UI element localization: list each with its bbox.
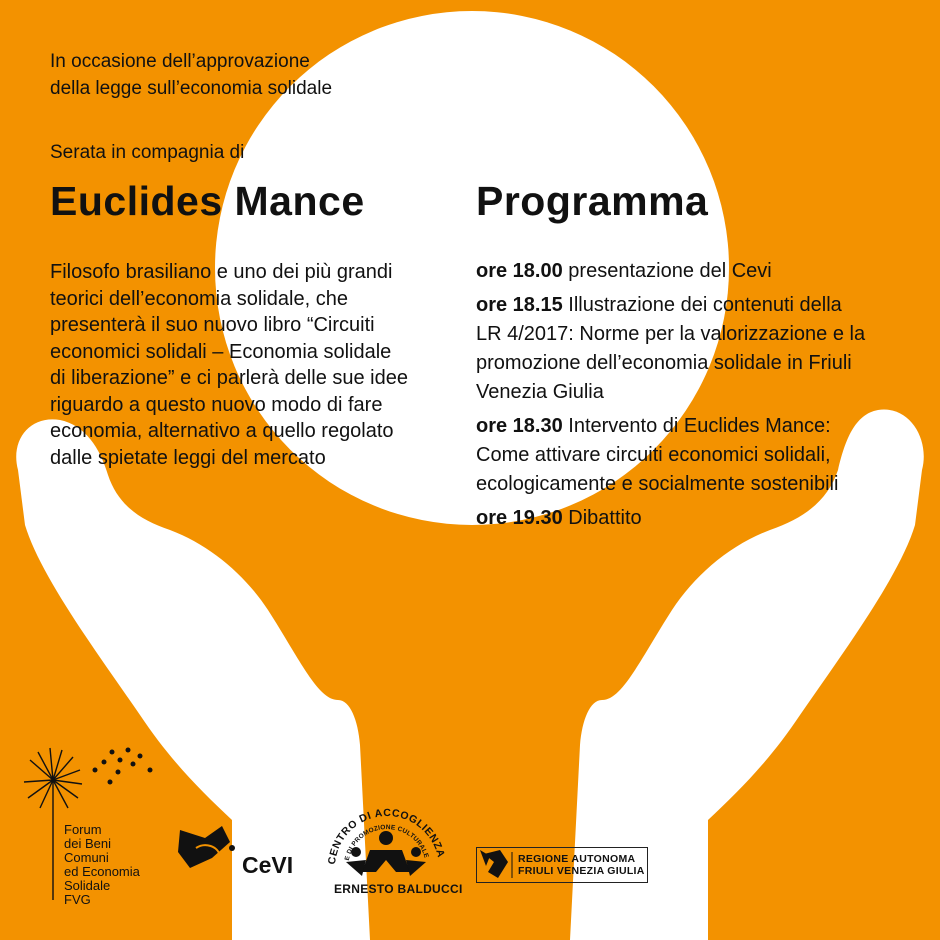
schedule-line: promozione dell’economia solidale in Friuli [476, 352, 852, 374]
seed-dots-icon [93, 748, 153, 785]
schedule-time: ore 19.30 [476, 507, 563, 529]
cevi-logo-text: CeVI [242, 852, 294, 878]
bio-line: presenterà il suo nuovo libro “Circuiti [50, 314, 375, 336]
schedule-line: LR 4/2017: Norme per la valorizzazione e la [476, 323, 866, 345]
forum-logo-line: dei Beni [64, 836, 111, 851]
schedule-line [476, 291, 916, 320]
intro-line-1: In occasione dell’approvazione [50, 51, 310, 72]
schedule-item [476, 412, 916, 499]
bio-line: economici solidali – Economia solidale [50, 340, 392, 363]
region-line-1: REGIONE AUTONOMA [518, 853, 636, 865]
intro-line-2: della legge sull’economia solidale [50, 78, 333, 99]
bio-line: di liberazione” e ci parlerà delle sue idee [50, 367, 408, 389]
schedule-description: Illustrazione dei contenuti della [562, 294, 842, 316]
bio-line: teorici dell’economia solidale, che [50, 287, 348, 310]
balducci-logo-name: ERNESTO BALDUCCI [334, 882, 463, 896]
bio-line: economia, alternativo a quello regolato [50, 420, 394, 442]
forum-logo-line: ed Economia [64, 864, 140, 879]
schedule-line: Come attivare circuiti economici solidali, [476, 444, 831, 466]
schedule-line: Venezia Giulia [476, 381, 604, 403]
balducci-arc-title: CENTRO DI ACCOGLIENZA [326, 806, 447, 866]
forum-logo-line: FVG [64, 892, 91, 907]
forum-logo-text [64, 823, 140, 907]
schedule-description: Intervento di Euclides Mance: [562, 415, 831, 437]
evening-label: Serata in compagnia di [50, 142, 245, 163]
schedule-time: ore 18.15 [476, 294, 563, 316]
schedule-time: ore 18.30 [476, 415, 563, 437]
programme-title: Programma [476, 178, 709, 224]
forum-logo-line: Forum [64, 822, 102, 837]
schedule-line [476, 504, 916, 533]
forum-logo-line: Solidale [64, 878, 111, 893]
region-line-2: FRIULI VENEZIA GIULIA [518, 865, 645, 877]
speaker-name: Euclides Mance [50, 178, 365, 224]
schedule-line [476, 412, 916, 441]
schedule-line [476, 257, 916, 286]
programme-schedule [476, 257, 916, 538]
region-logo-text [518, 853, 645, 877]
schedule-time: ore 18.00 [476, 260, 563, 282]
schedule-line: ecologicamente e socialmente sostenibili [476, 473, 839, 495]
balducci-arc-subtitle: E DI PROMOZIONE CULTURALE [343, 823, 430, 862]
schedule-item [476, 257, 916, 286]
bio-line: Filosofo brasiliano e uno dei più grandi [50, 261, 393, 283]
bio-line: dalle spietate leggi del mercato [50, 446, 326, 469]
bio-line: riguardo a questo nuovo modo di fare [50, 393, 383, 416]
schedule-item [476, 504, 916, 533]
cevi-dove-hand-icon [178, 826, 235, 868]
schedule-item [476, 291, 916, 407]
intro-text [50, 48, 332, 102]
speaker-bio [50, 259, 460, 471]
schedule-description: presentazione del Cevi [562, 260, 772, 282]
forum-logo-line: Comuni [64, 850, 109, 865]
schedule-description: Dibattito [562, 507, 642, 529]
